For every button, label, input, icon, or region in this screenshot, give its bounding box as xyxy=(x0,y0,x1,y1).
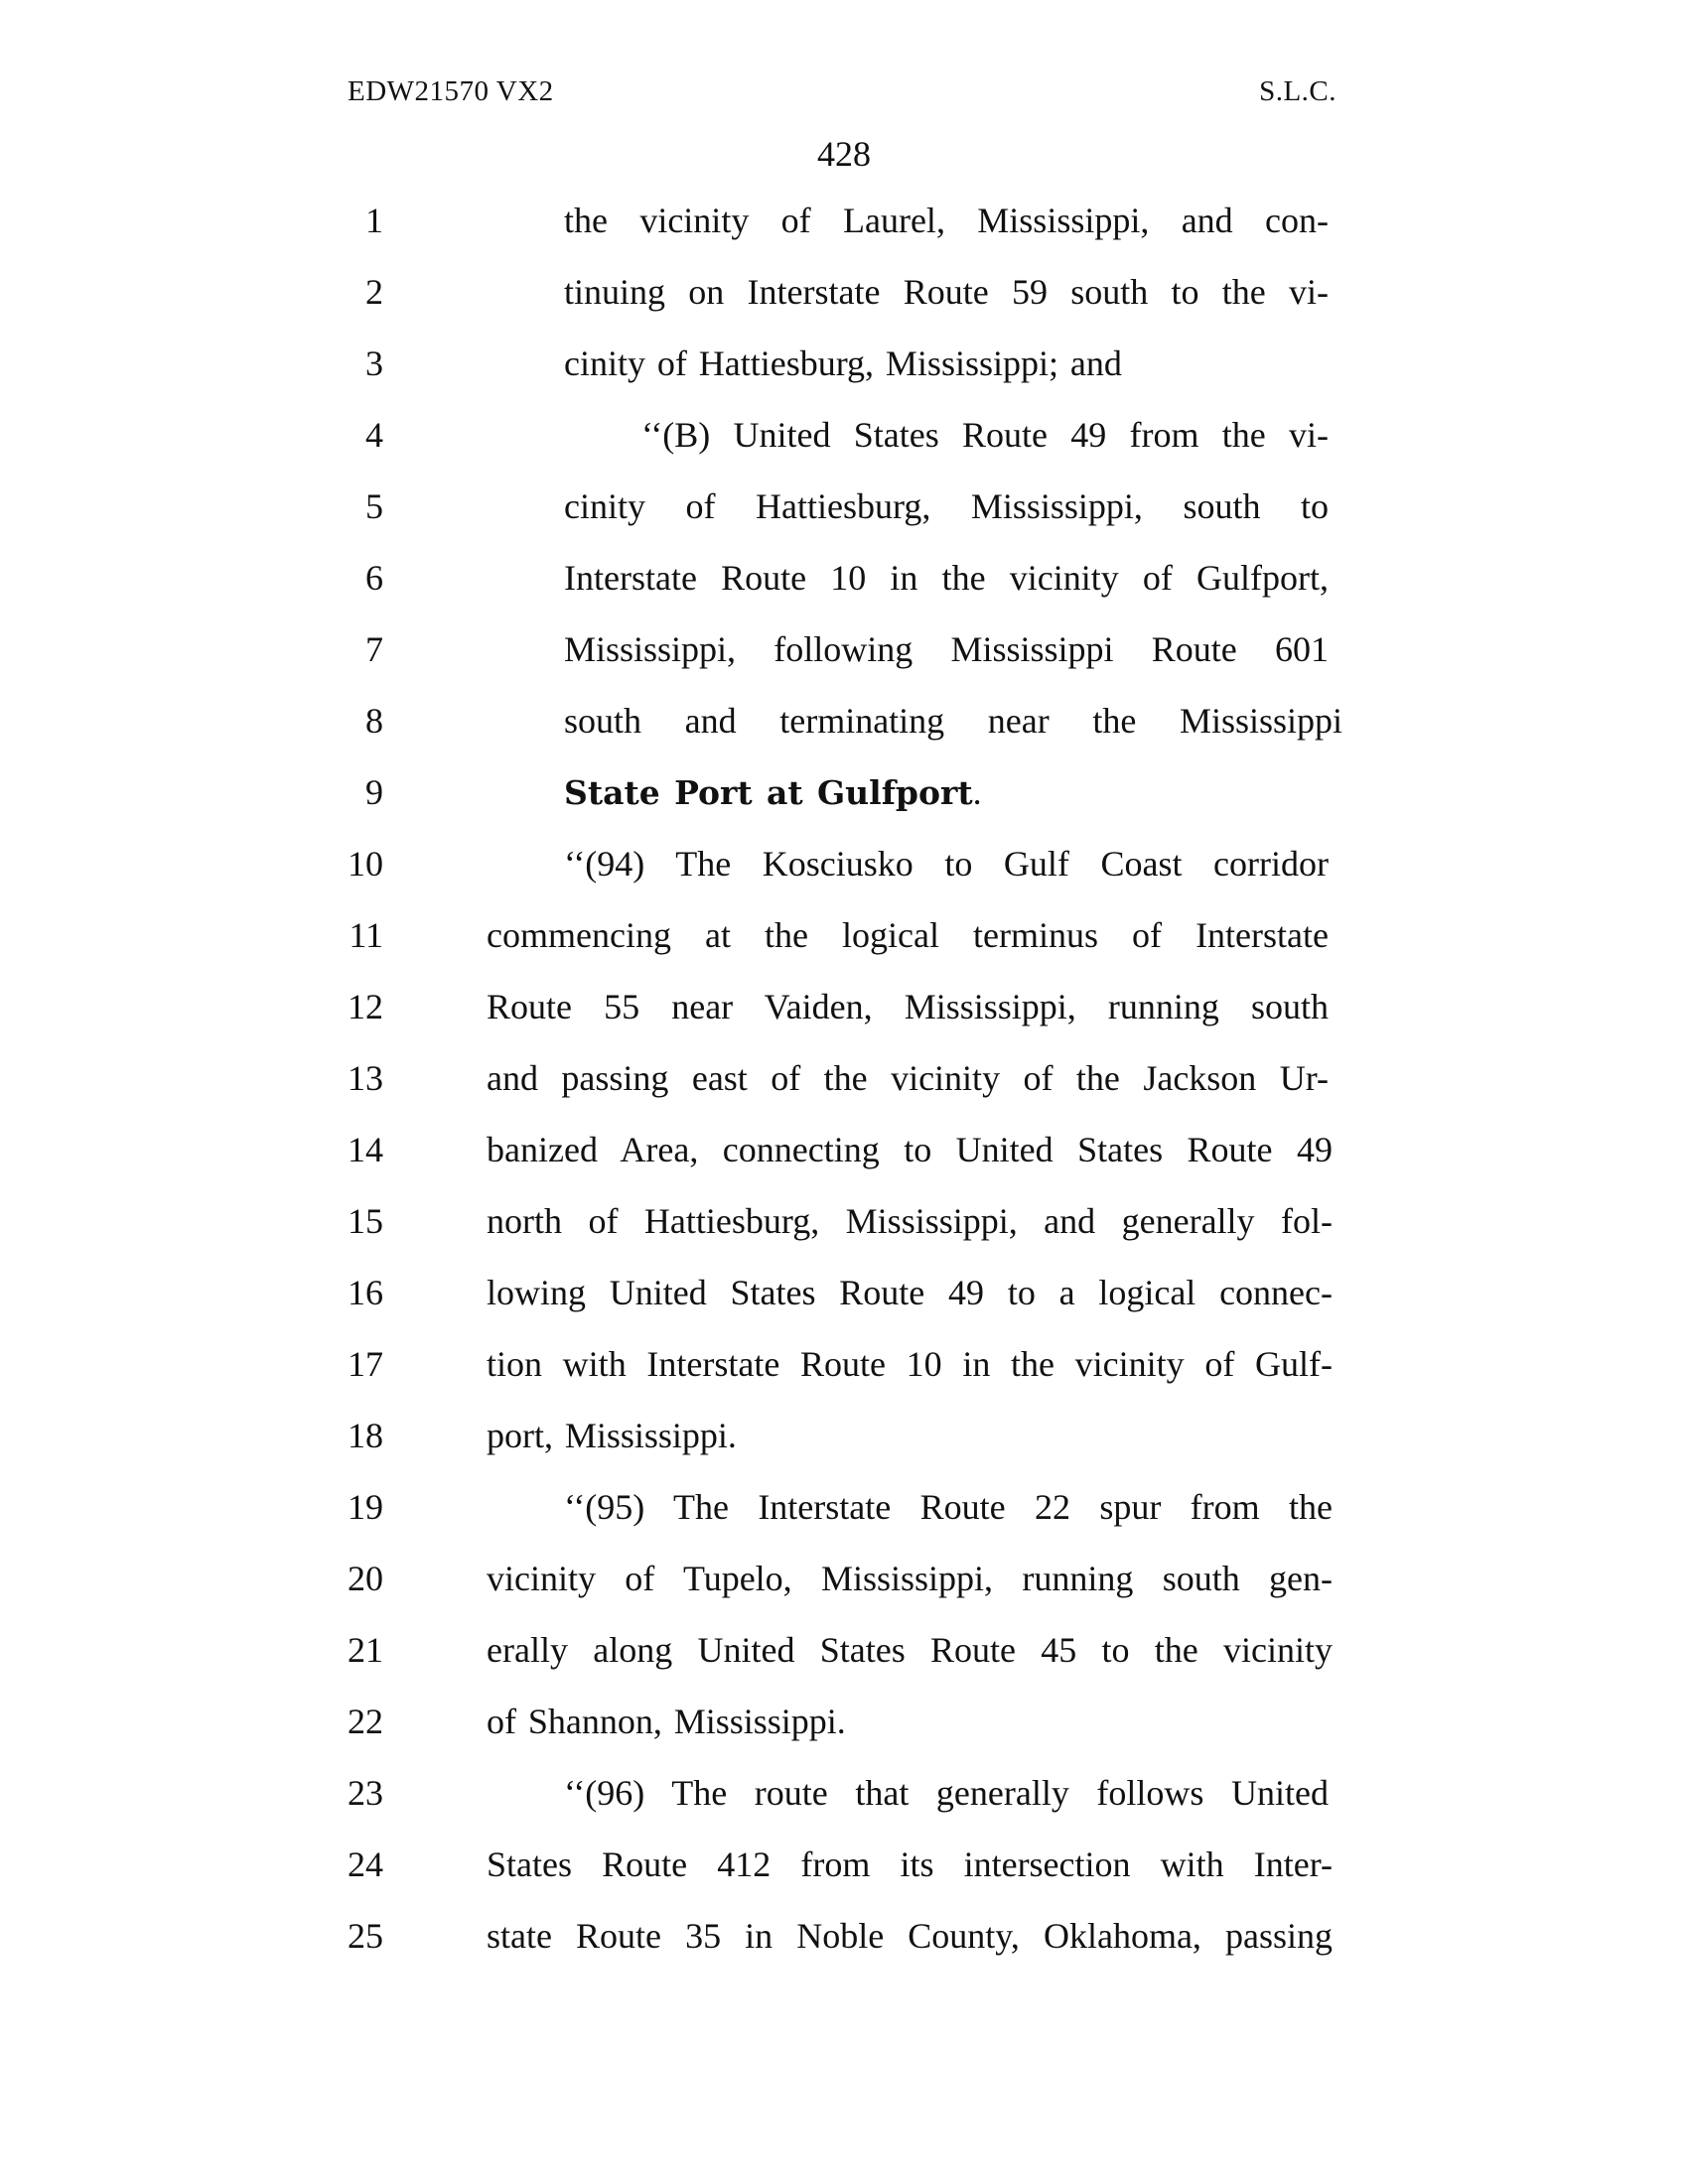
line-text: ‘‘(95) The Interstate Route 22 spur from the xyxy=(564,1487,1333,1527)
line-number: 20 xyxy=(348,1559,383,1598)
line-number: 13 xyxy=(348,1058,383,1098)
line-number: 5 xyxy=(365,486,383,526)
text-line xyxy=(0,756,1688,828)
line-number: 1 xyxy=(365,201,383,240)
line-text: cinity of Hattiesburg, Mississippi; and xyxy=(564,343,1122,383)
line-text: erally along United States Route 45 to the vicinity xyxy=(487,1630,1333,1670)
text-line xyxy=(0,1543,1688,1614)
line-text: cinity of Hattiesburg, Mississippi, south to xyxy=(564,486,1329,526)
line-number: 15 xyxy=(348,1201,383,1241)
line-text: port, Mississippi. xyxy=(487,1416,737,1455)
line-text: of Shannon, Mississippi. xyxy=(487,1702,846,1741)
line-text: tinuing on Interstate Route 59 south to the vi- xyxy=(564,272,1329,312)
line-number: 16 xyxy=(348,1273,383,1312)
line-number: 19 xyxy=(348,1487,383,1527)
text-line xyxy=(0,399,1688,471)
text-line xyxy=(0,1471,1688,1543)
text-line xyxy=(0,185,1688,256)
line-number: 25 xyxy=(348,1916,383,1956)
line-number: 10 xyxy=(348,844,383,884)
text-line xyxy=(0,1757,1688,1829)
line-text: the vicinity of Laurel, Mississippi, and con- xyxy=(564,201,1329,240)
document-id: EDW21570 VX2 xyxy=(348,75,554,107)
line-number: 23 xyxy=(348,1773,383,1813)
line-text: Interstate Route 10 in the vicinity of Gulfport, xyxy=(564,558,1329,598)
text-line xyxy=(0,1614,1688,1686)
office-code: S.L.C. xyxy=(1259,75,1336,107)
line-number: 2 xyxy=(365,272,383,312)
line-number: 17 xyxy=(348,1344,383,1384)
line-text: Route 55 near Vaiden, Mississippi, running south xyxy=(487,987,1329,1026)
text-line xyxy=(0,1829,1688,1900)
highlighted-text: State Port at Gulfport xyxy=(564,773,973,812)
line-number: 9 xyxy=(365,772,383,812)
line-text: ‘‘(94) The Kosciusko to Gulf Coast corridor xyxy=(564,844,1329,884)
line-text: south and terminating near the Mississippi xyxy=(564,701,1342,741)
line-number: 6 xyxy=(365,558,383,598)
line-text: States Route 412 from its intersection with Inter- xyxy=(487,1844,1333,1884)
text-line xyxy=(0,899,1688,971)
line-text xyxy=(564,756,982,829)
line-text: Mississippi, following Mississippi Route 601 xyxy=(564,629,1329,669)
line-number: 4 xyxy=(365,415,383,455)
period: . xyxy=(972,772,982,812)
text-line xyxy=(0,1185,1688,1257)
text-line xyxy=(0,614,1688,685)
text-line xyxy=(0,542,1688,614)
text-line xyxy=(0,1328,1688,1400)
line-number: 8 xyxy=(365,701,383,741)
page-number: 428 xyxy=(817,134,871,174)
text-line xyxy=(0,971,1688,1042)
line-text: commencing at the logical terminus of Interstate xyxy=(487,915,1329,955)
text-line xyxy=(0,1257,1688,1328)
line-number: 3 xyxy=(365,343,383,383)
line-text: lowing United States Route 49 to a logical connec- xyxy=(487,1273,1333,1312)
line-text: and passing east of the vicinity of the Jackson Ur- xyxy=(487,1058,1329,1098)
line-text: ‘‘(96) The route that generally follows United xyxy=(564,1773,1329,1813)
text-line xyxy=(0,1900,1688,1972)
line-text: north of Hattiesburg, Mississippi, and generally fol- xyxy=(487,1201,1333,1241)
text-line xyxy=(0,1114,1688,1185)
text-line xyxy=(0,1042,1688,1114)
text-line xyxy=(0,828,1688,899)
line-number: 7 xyxy=(365,629,383,669)
line-text: tion with Interstate Route 10 in the vicinity of Gulf- xyxy=(487,1344,1333,1384)
line-text: state Route 35 in Noble County, Oklahoma, passing xyxy=(487,1916,1333,1956)
text-line xyxy=(0,1400,1688,1471)
text-line xyxy=(0,1686,1688,1757)
text-line xyxy=(0,471,1688,542)
line-number: 21 xyxy=(348,1630,383,1670)
line-text: ‘‘(B) United States Route 49 from the vi- xyxy=(641,415,1329,455)
line-number: 22 xyxy=(348,1702,383,1741)
line-number: 18 xyxy=(348,1416,383,1455)
line-number: 11 xyxy=(349,915,383,955)
line-number: 14 xyxy=(348,1130,383,1169)
line-text: vicinity of Tupelo, Mississippi, running south gen- xyxy=(487,1559,1333,1598)
line-text: banized Area, connecting to United States Route 49 xyxy=(487,1130,1333,1169)
line-number: 12 xyxy=(348,987,383,1026)
text-line xyxy=(0,685,1688,756)
text-line xyxy=(0,328,1688,399)
line-number: 24 xyxy=(348,1844,383,1884)
text-line xyxy=(0,256,1688,328)
